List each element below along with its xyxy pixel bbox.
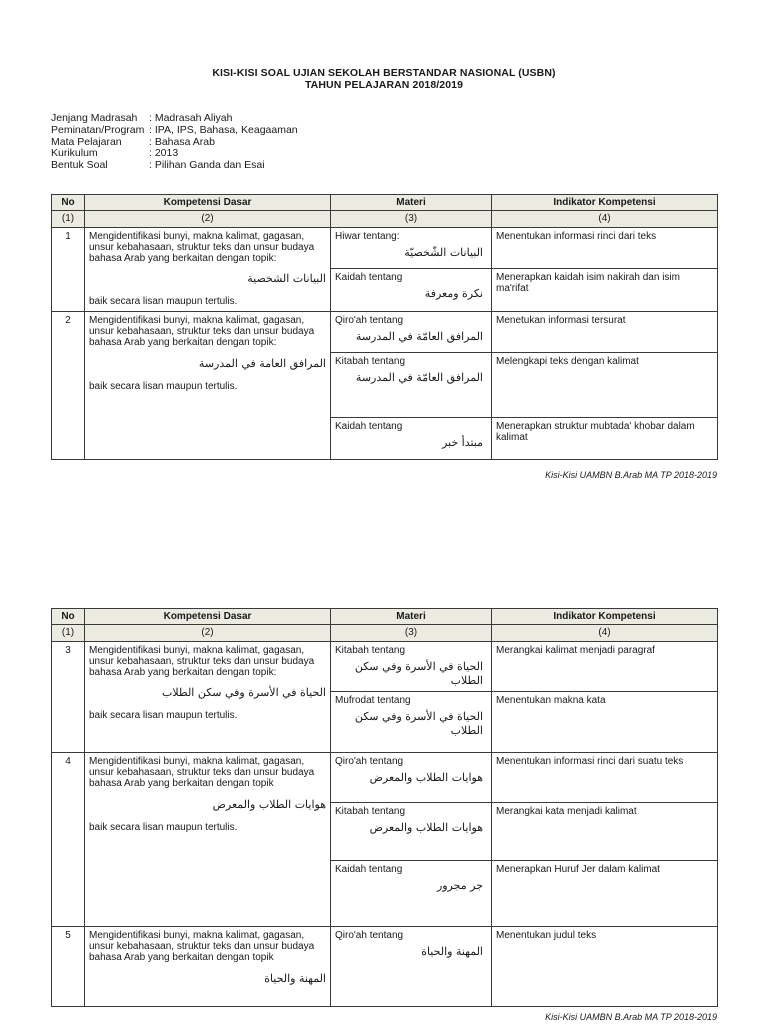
- materi-cell: [331, 926, 492, 1006]
- materi-cell: [331, 269, 492, 312]
- materi-arabic-topic: جر مجرور: [436, 879, 483, 893]
- table-row: [52, 311, 718, 352]
- kompetensi-dasar-cell: [85, 641, 331, 752]
- page-footer-1: Kisi-Kisi UAMBN B.Arab MA TP 2018-2019: [545, 470, 717, 480]
- materi-cell: [331, 691, 492, 752]
- materi-cell: [331, 311, 492, 352]
- info-label: Peminatan/Program: [51, 123, 145, 136]
- materi-arabic-topic: هوايات الطلاب والمعرض: [369, 821, 483, 835]
- materi-arabic-topic: الحياة في الأسرة وفي سكن الطلاب: [354, 710, 483, 738]
- kd-closing-text: baik secara lisan maupun tertulis.: [89, 821, 238, 833]
- table-row: [52, 641, 718, 691]
- materi-cell: [331, 752, 492, 802]
- row-number-cell: 5: [52, 926, 85, 1006]
- row-number-cell: 3: [52, 641, 85, 752]
- indikator-cell: Melengkapi teks dengan kalimat: [492, 352, 718, 417]
- materi-arabic-topic: نكرة ومعرفة: [424, 287, 483, 301]
- header-no: No: [52, 195, 85, 211]
- info-label: Jenjang Madrasah: [51, 112, 138, 124]
- document-info-block: [51, 113, 298, 172]
- kd-description: Mengidentifikasi bunyi, makna kalimat, gagasan, unsur kebahasaan, struktur teks dan unsur budaya bahasa Arab yang berkaitan dengan topik: [89, 755, 315, 790]
- info-label: Mata Pelajaran: [51, 135, 122, 148]
- header-materi: Materi: [331, 609, 492, 625]
- info-label: Bentuk Soal: [51, 159, 108, 172]
- header-no-number: (1): [52, 211, 85, 227]
- kd-arabic-topic: هوايات الطلاب والمعرض: [212, 797, 326, 811]
- header-indikator-number: (4): [492, 211, 718, 227]
- kd-description: Mengidentifikasi bunyi, makna kalimat, gagasan, unsur kebahasaan, struktur teks dan unsur budaya bahasa Arab yang berkaitan dengan topik:: [89, 230, 315, 265]
- indikator-cell: Menentukan informasi rinci dari suatu teks: [492, 752, 718, 802]
- document-title-line-1: KISI-KISI SOAL UJIAN SEKOLAH BERSTANDAR NASIONAL (USBN): [212, 67, 556, 79]
- table-row: [52, 926, 718, 1006]
- materi-cell: [331, 417, 492, 459]
- row-number-cell: 4: [52, 752, 85, 926]
- kd-arabic-topic: المهنة والحياة: [264, 971, 326, 985]
- indikator-cell: Menetukan informasi tersurat: [492, 311, 718, 352]
- header-kompetensi-dasar: Kompetensi Dasar: [85, 609, 331, 625]
- info-value: : Bahasa Arab: [149, 135, 215, 148]
- indikator-cell: Merangkai kata menjadi kalimat: [492, 802, 718, 860]
- header-no: No: [52, 609, 85, 625]
- header-no-number: (1): [52, 625, 85, 641]
- kd-arabic-topic: البيانات الشخصية: [247, 272, 326, 286]
- table-row: [52, 752, 718, 802]
- page-footer-2: Kisi-Kisi UAMBN B.Arab MA TP 2018-2019: [545, 1012, 717, 1022]
- indikator-cell: Menerapkan struktur mubtada' khobar dalam kalimat: [492, 417, 718, 459]
- materi-label: Kitabah tentang: [335, 805, 406, 817]
- kompetensi-dasar-cell: [85, 926, 331, 1006]
- materi-cell: [331, 860, 492, 926]
- header-materi-number: (3): [331, 211, 492, 227]
- materi-arabic-topic: الحياة في الأسرة وفي سكن الطلاب: [354, 659, 483, 687]
- info-value: : 2013: [149, 147, 179, 160]
- header-kd-number: (2): [85, 211, 331, 227]
- header-materi: Materi: [331, 195, 492, 211]
- table-row: [52, 227, 718, 269]
- kd-closing-text: baik secara lisan maupun tertulis.: [89, 710, 238, 722]
- materi-label: Mufrodat tentang: [335, 694, 411, 706]
- materi-label: Qiro'ah tentang: [335, 314, 404, 326]
- header-kd-number: (2): [85, 625, 331, 641]
- materi-arabic-topic: مبتدأ خبر: [441, 436, 483, 450]
- indikator-cell: Menerapkan Huruf Jer dalam kalimat: [492, 860, 718, 926]
- materi-label: Hiwar tentang:: [335, 230, 400, 242]
- kd-closing-text: baik secara lisan maupun tertulis.: [89, 296, 238, 308]
- indikator-cell: Menerapkan kaidah isim nakirah dan isim ma'rifat: [492, 269, 718, 312]
- row-number-cell: 1: [52, 227, 85, 311]
- document-title-line-2: TAHUN PELAJARAN 2018/2019: [304, 79, 464, 91]
- materi-arabic-topic: هوايات الطلاب والمعرض: [369, 771, 483, 785]
- materi-label: Kaidah tentang: [335, 272, 403, 284]
- materi-label: Kitabah tentang: [335, 355, 406, 367]
- materi-cell: [331, 641, 492, 691]
- kd-arabic-topic: المرافق العامة في المدرسة: [198, 356, 326, 370]
- kompetensi-dasar-cell: [85, 311, 331, 459]
- row-number-cell: 2: [52, 311, 85, 459]
- kompetensi-dasar-cell: [85, 227, 331, 311]
- header-indikator: Indikator Kompetensi: [492, 195, 718, 211]
- info-row: [51, 160, 298, 172]
- materi-label: Kaidah tentang: [335, 420, 403, 432]
- materi-arabic-topic: المرافق العامّة في المدرسة: [355, 371, 483, 385]
- materi-cell: [331, 227, 492, 269]
- kd-closing-text: baik secara lisan maupun tertulis.: [89, 380, 238, 392]
- materi-cell: [331, 802, 492, 860]
- kisi-kisi-table-page-2: [51, 608, 718, 1007]
- materi-label: Qiro'ah tentang: [335, 929, 404, 941]
- header-indikator: Indikator Kompetensi: [492, 609, 718, 625]
- kd-description: Mengidentifikasi bunyi, makna kalimat, gagasan, unsur kebahasaan, struktur teks dan unsur budaya bahasa Arab yang berkaitan dengan topik: [89, 929, 315, 964]
- kd-arabic-topic: الحياة في الأسرة وفي سكن الطلاب: [162, 686, 326, 700]
- indikator-cell: Menentukan makna kata: [492, 691, 718, 752]
- indikator-cell: Menentukan informasi rinci dari teks: [492, 227, 718, 269]
- header-indikator-number: (4): [492, 625, 718, 641]
- kompetensi-dasar-cell: [85, 752, 331, 926]
- materi-label: Kitabah tentang: [335, 644, 406, 656]
- materi-label: Qiro'ah tentang: [335, 755, 404, 767]
- materi-label: Kaidah tentang: [335, 863, 403, 875]
- indikator-cell: Merangkai kalimat menjadi paragraf: [492, 641, 718, 691]
- indikator-cell: Menentukan judul teks: [492, 926, 718, 1006]
- info-value: : Madrasah Aliyah: [149, 112, 233, 124]
- materi-arabic-topic: البيانات الشّخصيّة: [404, 245, 483, 259]
- info-row: [51, 125, 298, 137]
- info-value: : Pilihan Ganda dan Esai: [149, 159, 265, 172]
- kd-description: Mengidentifikasi bunyi, makna kalimat, gagasan, unsur kebahasaan, struktur teks dan unsur budaya bahasa Arab yang berkaitan dengan topik:: [89, 644, 315, 679]
- info-value: : IPA, IPS, Bahasa, Keagaaman: [149, 123, 298, 136]
- header-materi-number: (3): [331, 625, 492, 641]
- header-kompetensi-dasar: Kompetensi Dasar: [85, 195, 331, 211]
- info-label: Kurikulum: [51, 147, 98, 160]
- materi-cell: [331, 352, 492, 417]
- materi-arabic-topic: المهنة والحياة: [421, 945, 483, 959]
- kd-description: Mengidentifikasi bunyi, makna kalimat, gagasan, unsur kebahasaan, struktur teks dan unsur budaya bahasa Arab yang berkaitan dengan topik:: [89, 314, 315, 349]
- materi-arabic-topic: المرافق العامّة في المدرسة: [355, 330, 483, 344]
- kisi-kisi-table-page-1: [51, 194, 718, 460]
